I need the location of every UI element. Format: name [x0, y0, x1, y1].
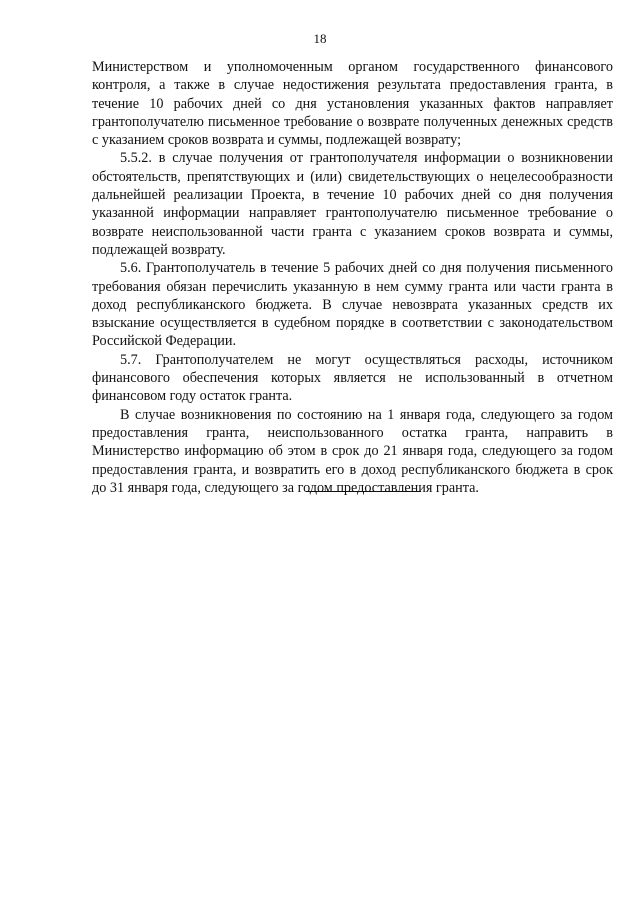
page-number: 18 — [313, 31, 327, 46]
paragraph-5-5-2: 5.5.2. в случае получения от грантополучателя информации о возникновении обстоятельств, препятствующих и (или) свидетельствующих о нецелесообразности дальнейшей реализации Проекта, в течение 10 рабочих дней со дня получения указанной информации направляет грантополучателю письменное требование о возврате неиспользованной части гранта с указанием сроков возврата и суммы, подлежащей возврату. — [92, 150, 613, 258]
paragraph-continuation: Министерством и уполномоченным органом государственного финансового контроля, а также в случае недостижения результата предоставления гранта, в течение 10 рабочих дней со дня установления указанных фактов направляет грантополучателю письменное требование о возврате полученных денежных средств с указанием сроков возврата и суммы, подлежащей возврату; — [92, 59, 613, 149]
paragraph-unused-balance: В случае возникновения по состоянию на 1 января года, следующего за годом предоставления гранта, неиспользованного остатка гранта, направить в Министерство информацию об этом в срок до 21 января года, следующего за годом предоставления гранта, и возвратить его в доход республиканского бюджета в срок до 31 января года, следующего за годом предоставления гранта. — [92, 406, 613, 496]
paragraph-5-7: 5.7. Грантополучателем не могут осуществляться расходы, источником финансового обеспечения которых является не использованный в отчетном финансовом году остаток гранта. — [92, 351, 613, 405]
paragraph-5-6: 5.6. Грантополучатель в течение 5 рабочих дней со дня получения письменного требования обязан перечислить указанную в нем сумму гранта или части гранта в доход республиканского бюджета. В случае невозврата указанных средств их взыскание осуществляется в судебном порядке в соответствии с законодательством Российской Федерации. — [92, 260, 613, 350]
end-divider — [306, 491, 421, 492]
document-body — [92, 58, 613, 497]
